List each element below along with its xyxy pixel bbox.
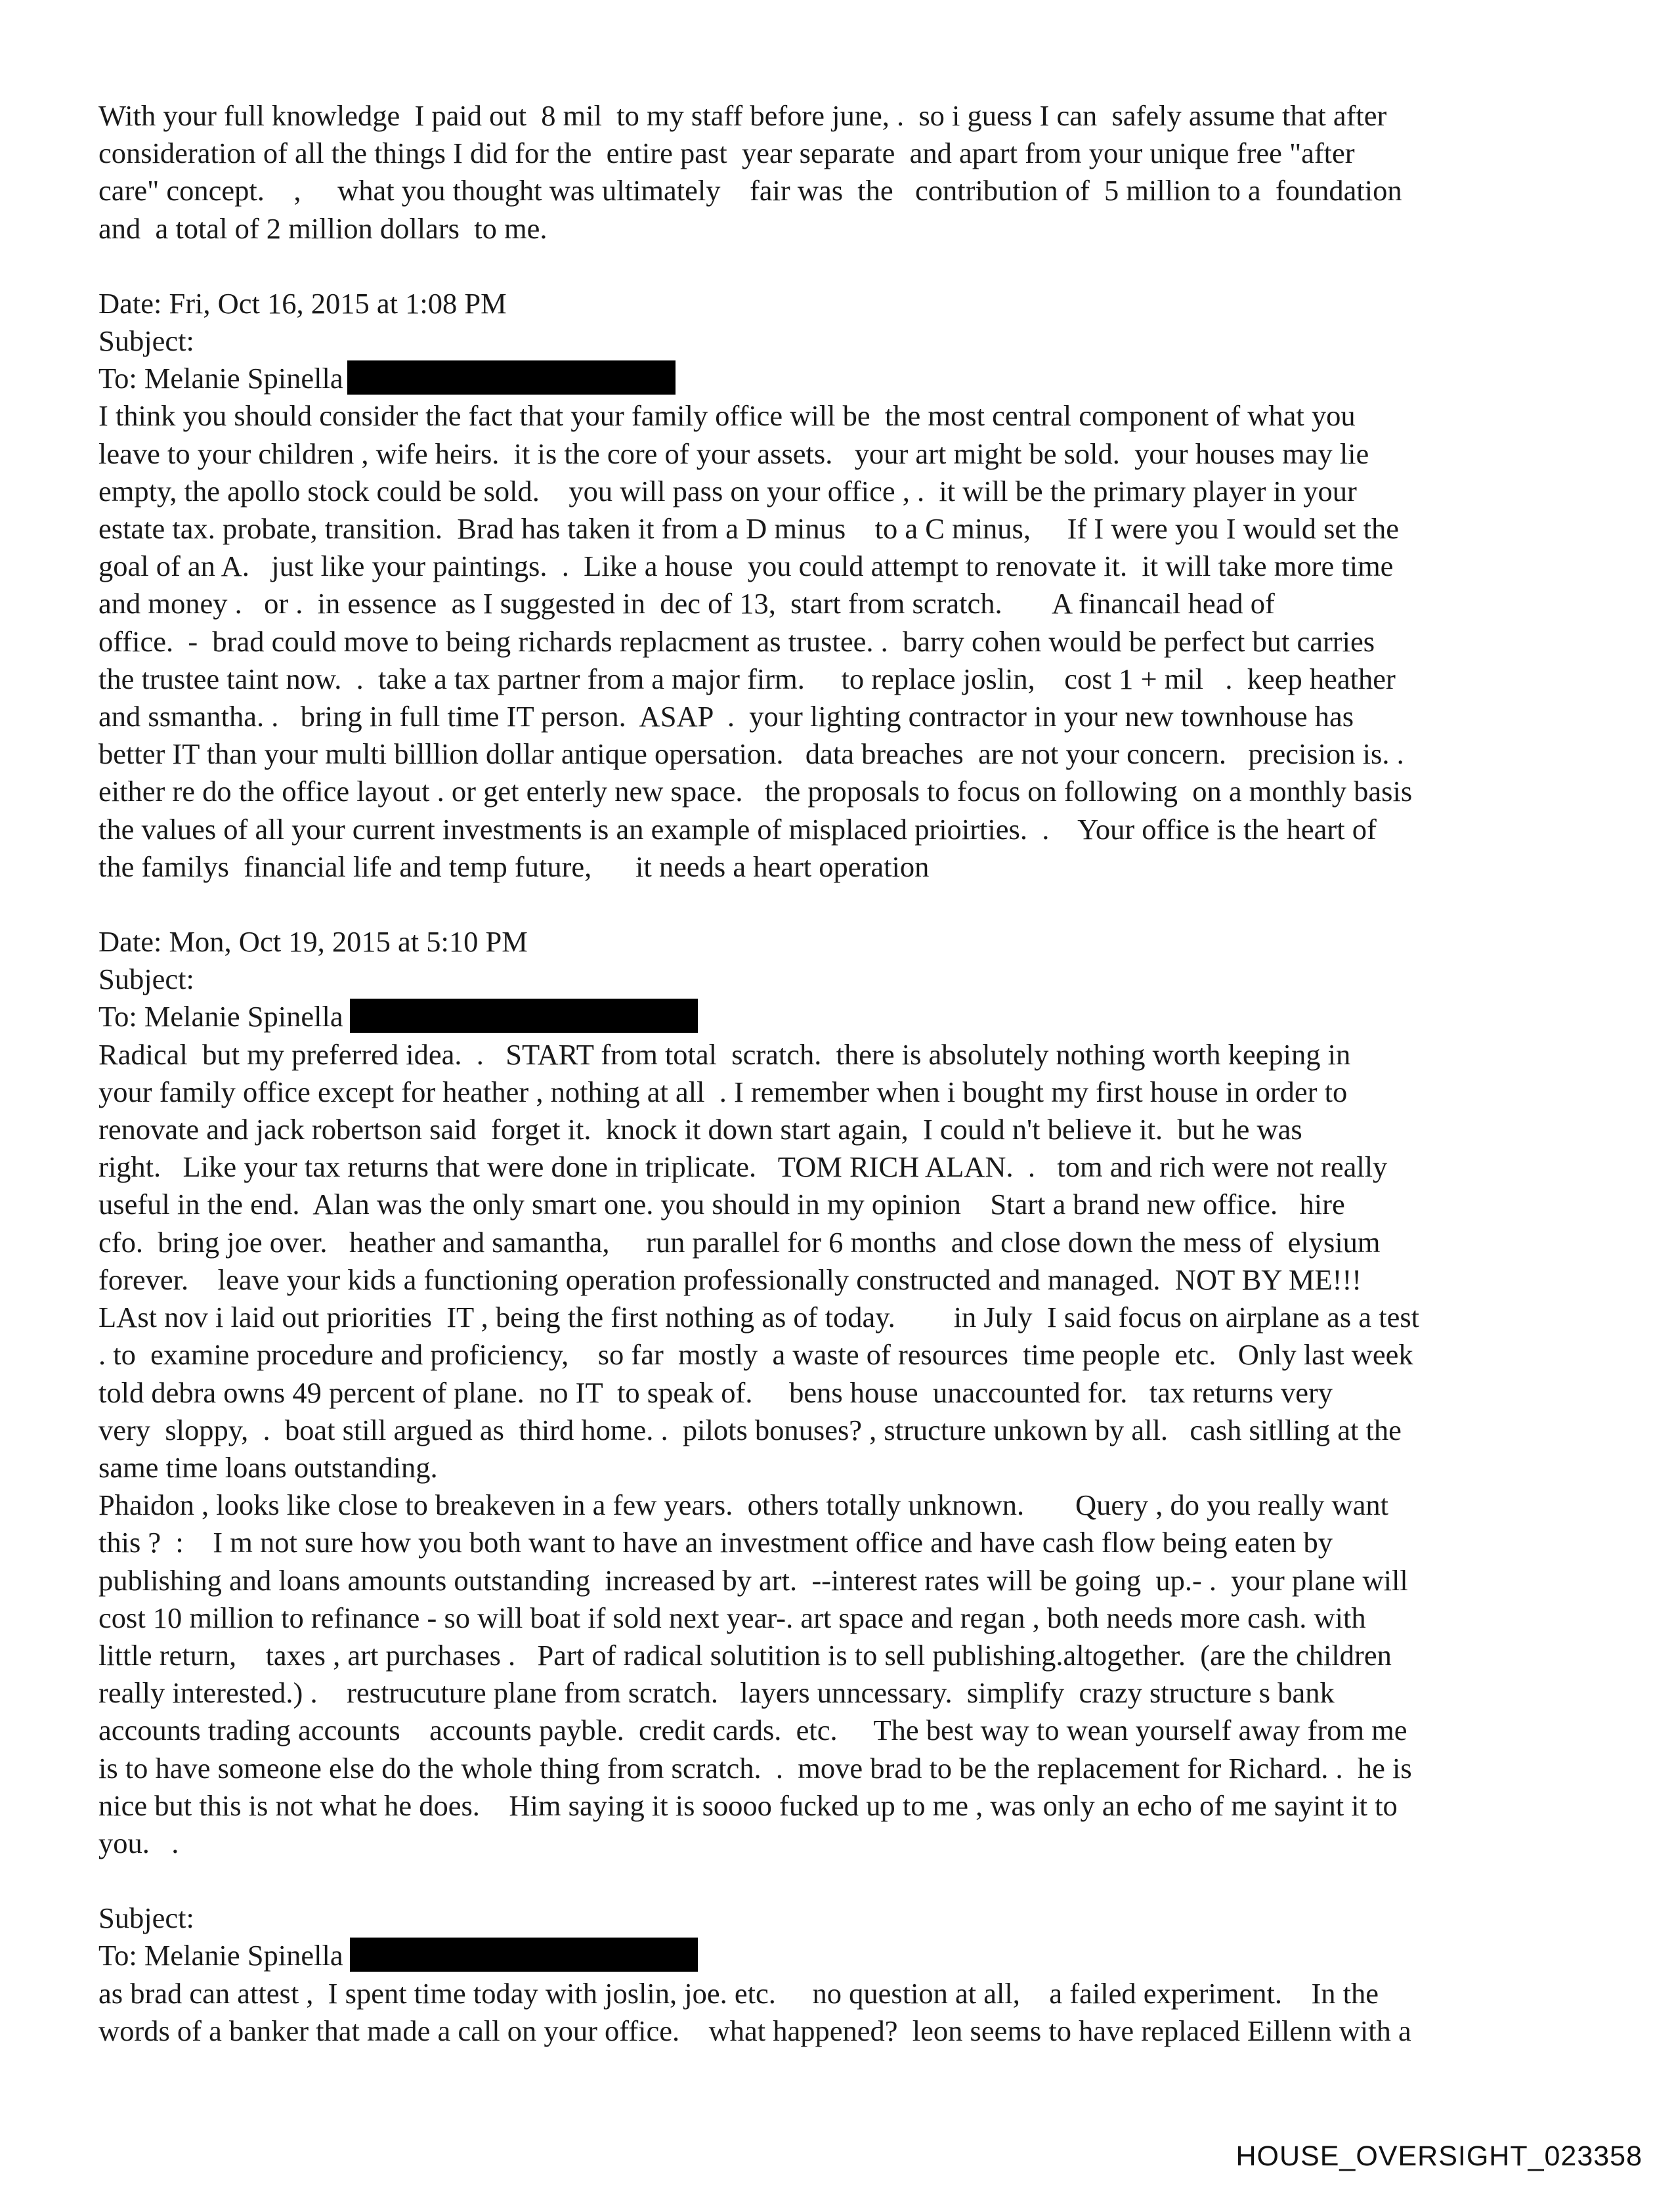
redaction-box [350, 1938, 698, 1972]
body-line: your family office except for heather , nothing at all . I remember when i bought my first house in order to [98, 1075, 1348, 1108]
body-line: the trustee taint now. . take a tax partner from a major firm. to replace joslin, cost 1 + mil . keep heather [98, 662, 1396, 695]
body-line: and money . or . in essence as I suggested in dec of 13, start from scratch. A financail head of [98, 587, 1275, 620]
intro-paragraph [98, 97, 1582, 248]
body-line: accounts trading accounts accounts payble. credit cards. etc. The best way to wean yourself away from me [98, 1714, 1407, 1747]
document-body [98, 97, 1582, 2050]
body-line: I think you should consider the fact that your family office will be the most central component of what you [98, 399, 1356, 433]
email-body-1 [98, 397, 1582, 886]
body-line: very sloppy, . boat still argued as third home. . pilots bonuses? , structure unkown by all. cash sitlling at the [98, 1413, 1402, 1446]
body-line: LAst nov i laid out priorities IT , being the first nothing as of today. in July I said focus on airplane as a test [98, 1301, 1420, 1334]
email-to-label: To: Melanie Spinella [98, 1000, 343, 1033]
bates-number: HOUSE_OVERSIGHT_023358 [1235, 2140, 1642, 2172]
intro-line: consideration of all the things I did for the entire past year separate and apart from your unique free "after [98, 137, 1355, 170]
redaction-box [347, 360, 676, 395]
body-line: the values of all your current investments is an example of misplaced prioirties. . Your office is the heart of [98, 812, 1377, 846]
email-to-label: To: Melanie Spinella [98, 362, 343, 395]
email-header-2 [98, 923, 1582, 1036]
email-body-2 [98, 1036, 1582, 1862]
body-line: you. . [98, 1826, 179, 1859]
body-line: the familys financial life and temp future, it needs a heart operation [98, 850, 930, 883]
email-date: Date: Fri, Oct 16, 2015 at 1:08 PM [98, 286, 507, 320]
body-line: goal of an A. just like your paintings. . Like a house you could attempt to renovate it. it will take more time [98, 550, 1394, 583]
body-line: . to examine procedure and proficiency, so far mostly a waste of resources time people etc. Only last week [98, 1338, 1413, 1372]
body-line: useful in the end. Alan was the only smart one. you should in my opinion Start a brand new office. hire [98, 1188, 1345, 1221]
body-line: office. - brad could move to being richards replacment as trustee. . barry cohen would be perfect but carries [98, 624, 1375, 658]
email-to [98, 1937, 1582, 1974]
email-to [98, 360, 1582, 397]
body-line: same time loans outstanding. [98, 1450, 438, 1484]
body-line: right. Like your tax returns that were done in triplicate. TOM RICH ALAN. . tom and rich were not really [98, 1150, 1388, 1184]
body-line: little return, taxes , art purchases . Part of radical solutition is to sell publishing.altogether. (are the children [98, 1638, 1392, 1672]
body-line: words of a banker that made a call on your office. what happened? leon seems to have replaced Eillenn with a [98, 2014, 1411, 2047]
email-to-label: To: Melanie Spinella [98, 1939, 343, 1972]
body-line: empty, the apollo stock could be sold. you will pass on your office , . it will be the primary player in your [98, 474, 1357, 508]
email-subject: Subject: [98, 963, 194, 996]
body-line: is to have someone else do the whole thing from scratch. . move brad to be the replacement for Richard. . he is [98, 1751, 1412, 1785]
body-line: Radical but my preferred idea. . START from total scratch. there is absolutely nothing worth keeping in [98, 1037, 1351, 1071]
body-line: really interested.) . restrucuture plane from scratch. layers unncessary. simplify crazy structure s bank [98, 1676, 1335, 1710]
body-line: better IT than your multi billlion dollar antique opersation. data breaches are not your concern. precision is. . [98, 737, 1404, 771]
body-line: forever. leave your kids a functioning operation professionally constructed and managed. NOT BY ME!!! [98, 1263, 1362, 1296]
email-date: Date: Mon, Oct 19, 2015 at 5:10 PM [98, 925, 528, 959]
redaction-box [350, 999, 698, 1033]
body-line: this ? : I m not sure how you both want to have an investment office and have cash flow being eaten by [98, 1526, 1333, 1559]
body-line: Phaidon , looks like close to breakeven in a few years. others totally unknown. Query , do you really want [98, 1488, 1388, 1522]
body-line: estate tax. probate, transition. Brad has taken it from a D minus to a C minus, If I were you I would set the [98, 512, 1400, 546]
intro-line: care" concept. , what you thought was ultimately fair was the contribution of 5 million to a foundation [98, 174, 1402, 207]
body-line: either re do the office layout . or get enterly new space. the proposals to focus on following on a monthly basis [98, 775, 1413, 808]
intro-line: With your full knowledge I paid out 8 mil to my staff before june, . so i guess I can safely assume that after [98, 99, 1387, 132]
body-line: cfo. bring joe over. heather and samantha, run parallel for 6 months and close down the mess of elysium [98, 1225, 1381, 1259]
email-to [98, 998, 1582, 1035]
intro-line: and a total of 2 million dollars to me. [98, 211, 547, 245]
body-line: told debra owns 49 percent of plane. no IT to speak of. bens house unaccounted for. tax returns very [98, 1376, 1333, 1409]
email-header-1 [98, 285, 1582, 398]
body-line: leave to your children , wife heirs. it is the core of your assets. your art might be sold. your houses may lie [98, 437, 1369, 470]
body-line: as brad can attest , I spent time today with joslin, joe. etc. no question at all, a failed experiment. In the [98, 1976, 1379, 2010]
body-line: cost 10 million to refinance - so will boat if sold next year-. art space and regan , both needs more cash. with [98, 1601, 1366, 1634]
email-subject: Subject: [98, 1901, 194, 1935]
body-line: nice but this is not what he does. Him saying it is soooo fucked up to me , was only an echo of me sayint it to [98, 1789, 1398, 1822]
email-body-3 [98, 1975, 1582, 2050]
email-subject: Subject: [98, 324, 194, 358]
body-line: publishing and loans amounts outstanding increased by art. --interest rates will be going up.- . your plane will [98, 1563, 1408, 1597]
body-line: renovate and jack robertson said forget it. knock it down start again, I could n't believe it. but he was [98, 1113, 1302, 1146]
email-header-3 [98, 1899, 1582, 1974]
body-line: and ssmantha. . bring in full time IT person. ASAP . your lighting contractor in your new townhouse has [98, 700, 1354, 733]
